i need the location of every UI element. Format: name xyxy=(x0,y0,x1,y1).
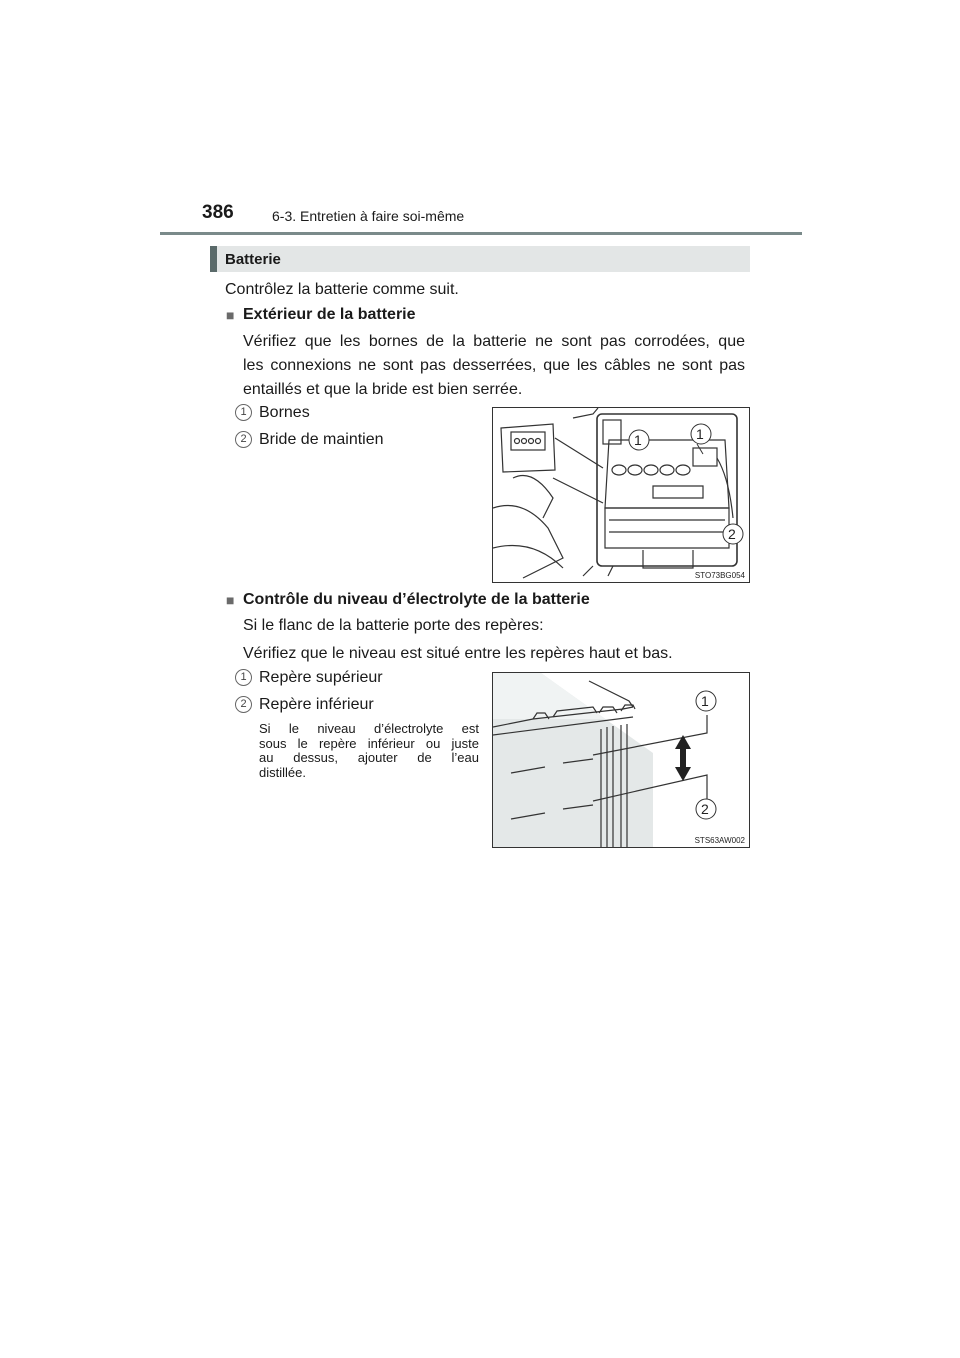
battery-side-drawing xyxy=(493,673,749,847)
callouts xyxy=(696,691,716,819)
electrolyte-subheading: Contrôle du niveau d’électrolyte de la batterie xyxy=(243,591,590,608)
header-divider xyxy=(160,232,802,235)
callout-label: 1 xyxy=(701,693,709,709)
exterior-subheading: Extérieur de la batterie xyxy=(243,306,416,323)
note-line: au dessus, ajouter de l’eau xyxy=(259,750,479,765)
section-heading-accent xyxy=(210,246,217,272)
callout-label: 1 xyxy=(696,426,704,442)
item-label-terminals: Bornes xyxy=(259,404,310,421)
electrolyte-line-1: Si le flanc de la batterie porte des repères: xyxy=(243,617,544,634)
electrolyte-line-2: Vérifiez que le niveau est situé entre les repères haut et bas. xyxy=(243,645,673,662)
electrolyte-note xyxy=(259,722,479,780)
item-number-icon: 1 xyxy=(235,669,252,686)
callouts xyxy=(629,424,743,544)
note-line: sous le repère inférieur ou juste xyxy=(259,735,479,751)
figure-code: STO73BG054 xyxy=(694,571,745,580)
battery-engine-bay-illustration xyxy=(492,407,750,583)
item-number-icon: 1 xyxy=(235,404,252,421)
item-label-lower-mark: Repère inférieur xyxy=(259,696,374,713)
callout-label: 2 xyxy=(701,801,709,817)
level-arrow xyxy=(675,735,691,781)
page-number: 386 xyxy=(202,202,234,223)
electrolyte-level-illustration xyxy=(492,672,750,848)
item-label-clamp: Bride de maintien xyxy=(259,431,384,448)
exterior-line-1: Vérifiez que les bornes de la batterie ne sont pas corrodées, que xyxy=(243,333,745,350)
exterior-line-3: entaillés et que la bride est bien serrée. xyxy=(243,381,523,398)
note-line: Si le niveau d’électrolyte est xyxy=(259,721,479,736)
item-number-icon: 2 xyxy=(235,431,252,448)
item-number-icon: 2 xyxy=(235,696,252,713)
intro-text: Contrôlez la batterie comme suit. xyxy=(225,281,459,298)
callout-label: 2 xyxy=(728,526,736,542)
section-heading: Batterie xyxy=(225,251,281,268)
exterior-line-2: les connexions ne sont pas desserrées, que les câbles ne sont pas xyxy=(243,357,745,374)
note-line: distillée. xyxy=(259,764,306,780)
callout-label: 1 xyxy=(634,432,642,448)
bullet-square-icon: ■ xyxy=(226,307,235,323)
bullet-square-icon: ■ xyxy=(226,592,235,608)
section-title: 6-3. Entretien à faire soi-même xyxy=(272,208,465,224)
figure-code: STS63AW002 xyxy=(694,836,745,845)
item-label-upper-mark: Repère supérieur xyxy=(259,669,383,686)
section-heading-bar xyxy=(210,246,750,272)
engine-bay-drawing xyxy=(493,408,749,582)
